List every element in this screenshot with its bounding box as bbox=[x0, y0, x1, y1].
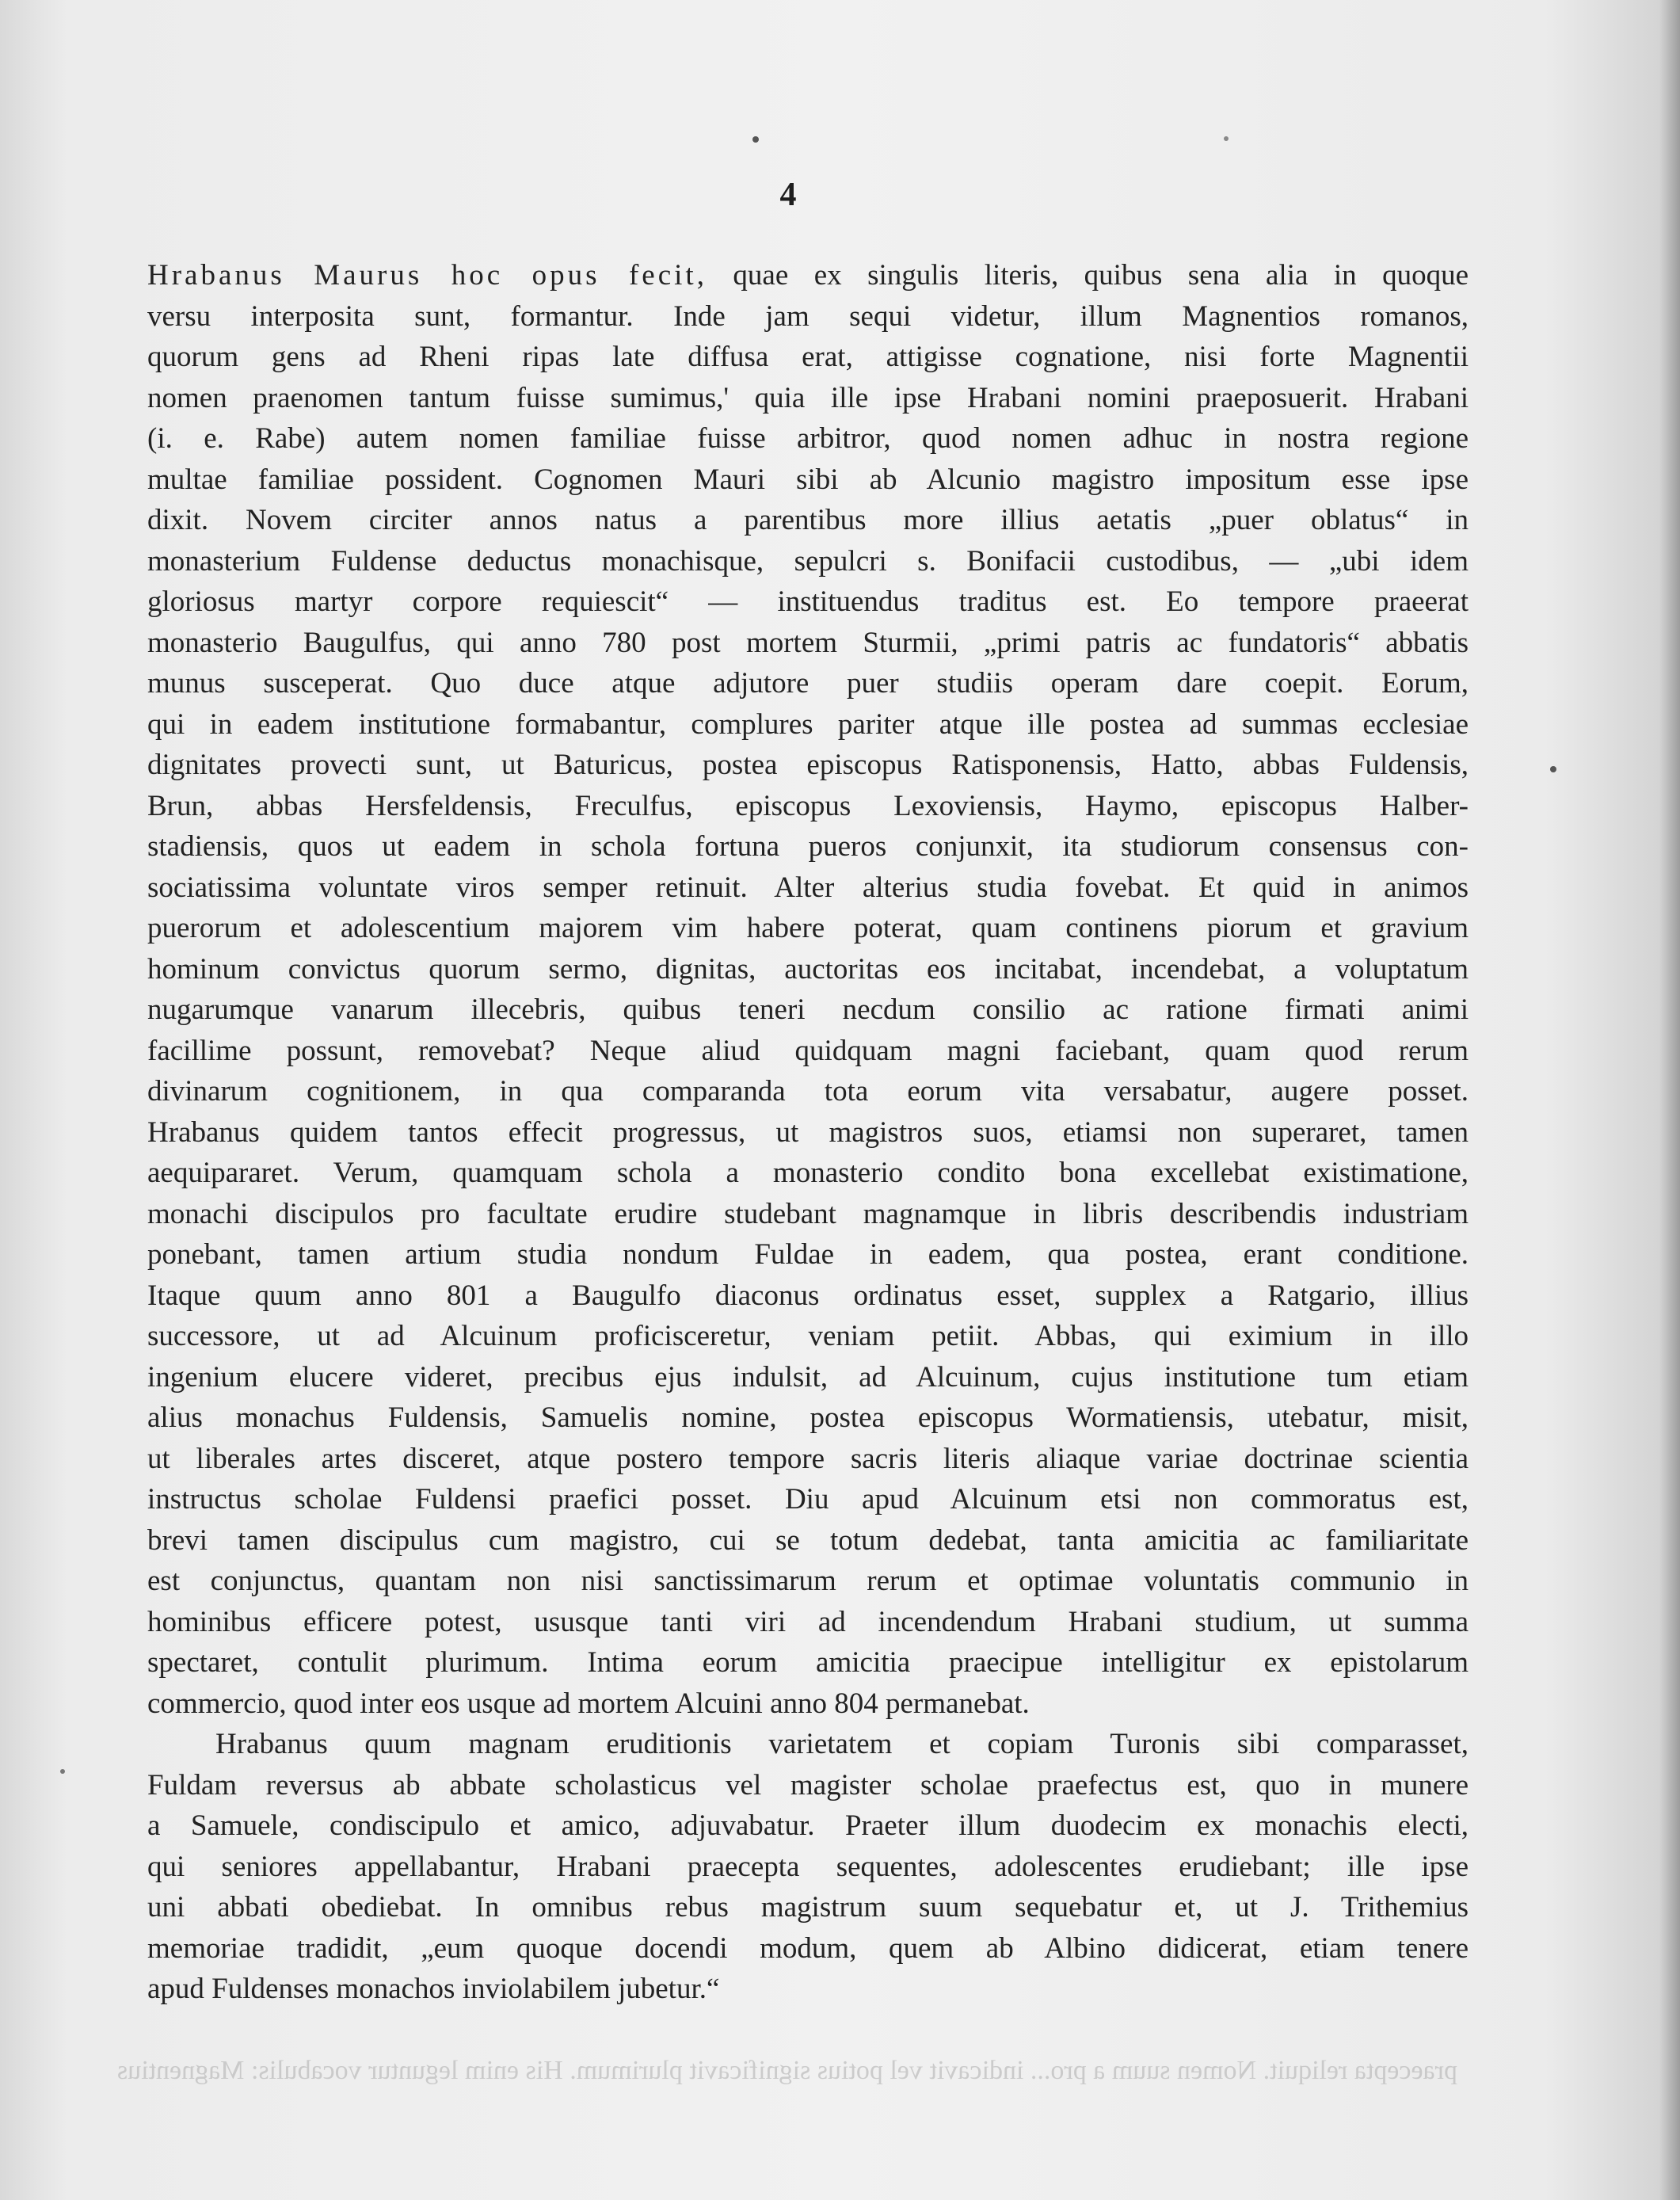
paragraph-2 bbox=[147, 1724, 1469, 2010]
text-line: monachi discipulos pro facultate erudire studebant magnamque in libris describendis industriam bbox=[147, 1197, 1469, 1230]
text-line: Hrabanus quum magnam eruditionis varietatem et copiam Turonis sibi comparasset, bbox=[215, 1728, 1469, 1760]
body-text bbox=[147, 255, 1469, 2010]
print-speck bbox=[60, 1769, 65, 1774]
print-speck bbox=[1224, 136, 1229, 141]
text-line: instructus scholae Fuldensi praefici posset. Diu apud Alcuinum etsi non commoratus est, bbox=[147, 1483, 1469, 1516]
text-line: divinarum cognitionem, in qua comparanda tota eorum vita versabatur, augere posset. bbox=[147, 1075, 1469, 1108]
text-line: qui seniores appellabantur, Hrabani praecepta sequentes, adolescentes erudiebant; ille ipse bbox=[147, 1850, 1469, 1883]
text-line-rest: quae ex singulis literis, quibus sena alia in quoque bbox=[733, 259, 1469, 292]
text-line: sociatissima voluntate viros semper retinuit. Alter alterius studia fovebat. Et quid in animos bbox=[147, 871, 1469, 904]
text-line: alius monachus Fuldensis, Samuelis nomine, postea episcopus Wormatiensis, utebatur, misit, bbox=[147, 1401, 1469, 1434]
text-line: Hrabanus quidem tantos effecit progressus, ut magistros suos, etiamsi non superaret, tamen bbox=[147, 1115, 1469, 1149]
text-line: a Samuele, condiscipulo et amico, adjuvabatur. Praeter illum duodecim ex monachis electi, bbox=[147, 1809, 1469, 1842]
text-line: dixit. Novem circiter annos natus a parentibus more illius aetatis „puer oblatus“ in bbox=[147, 504, 1469, 536]
text-line: aequipararet. Verum, quamquam schola a monasterio condito bona excellebat existimatione, bbox=[147, 1157, 1469, 1189]
text-line: ponebant, tamen artium studia nondum Fuldae in eadem, qua postea, erant conditione. bbox=[147, 1238, 1469, 1271]
text-line: uni abbati obediebat. In omnibus rebus magistrum suum sequebatur et, ut J. Trithemius bbox=[147, 1891, 1469, 1924]
text-line: hominibus efficere potest, ususque tanti viri ad incendendum Hrabani studium, ut summa bbox=[147, 1605, 1469, 1638]
text-line: nomen praenomen tantum fuisse sumimus,' quia ille ipse Hrabani nomini praeposuerit. Hrabani bbox=[147, 381, 1469, 414]
text-line: hominum convictus quorum sermo, dignitas, auctoritas eos incitabat, incendebat, a voluptatum bbox=[147, 952, 1469, 986]
text-line: est conjunctus, quantam non nisi sanctissimarum rerum et optimae voluntatis communio in bbox=[147, 1565, 1469, 1597]
page-number: 4 bbox=[779, 177, 797, 213]
text-line bbox=[147, 255, 1469, 296]
text-line: versu interposita sunt, formantur. Inde jam sequi videtur, illum Magnentios romanos, bbox=[147, 299, 1469, 333]
text-line: dignitates provecti sunt, ut Baturicus, postea episcopus Ratisponensis, Hatto, abbas Fuldensis, bbox=[147, 749, 1469, 781]
print-speck bbox=[1550, 766, 1556, 772]
text-line: monasterio Baugulfus, qui anno 780 post mortem Sturmii, „primi patris ac fundatoris“ abbatis bbox=[147, 626, 1469, 659]
text-line: ut liberales artes disceret, atque postero tempore sacris literis aliaque variae doctrinae scientia bbox=[147, 1442, 1469, 1475]
text-line: memoriae tradidit, „eum quoque docendi modum, quem ab Albino didicerat, etiam tenere bbox=[147, 1931, 1469, 1965]
text-line: facillime possunt, removebat? Neque aliud quidquam magni faciebant, quam quod rerum bbox=[147, 1034, 1469, 1067]
paragraph-1 bbox=[147, 255, 1469, 1724]
text-line: (i. e. Rabe) autem nomen familiae fuisse arbitror, quod nomen adhuc in nostra regione bbox=[147, 422, 1469, 455]
text-line: multae familiae possident. Cognomen Mauri sibi ab Alcunio magistro impositum esse ipse bbox=[147, 463, 1469, 496]
text-line: stadiensis, quos ut eadem in schola fortuna pueros conjunxit, ita studiorum consensus con- bbox=[147, 830, 1469, 863]
text-line: commercio, quod inter eos usque ad mortem Alcuini anno 804 permanebat. bbox=[147, 1687, 1030, 1720]
text-line: Brun, abbas Hersfeldensis, Freculfus, episcopus Lexoviensis, Haymo, episcopus Halber- bbox=[147, 789, 1469, 822]
text-line: successore, ut ad Alcuinum proficisceretur, veniam petiit. Abbas, qui eximium in illo bbox=[147, 1320, 1469, 1352]
text-line: quorum gens ad Rheni ripas late diffusa erat, attigisse cognatione, nisi forte Magnentii bbox=[147, 341, 1469, 373]
text-line: Itaque quum anno 801 a Baugulfo diaconus ordinatus esset, supplex a Ratgario, illius bbox=[147, 1279, 1469, 1312]
print-speck bbox=[752, 136, 759, 143]
text-line: spectaret, contulit plurimum. Intima eorum amicitia praecipue intelligitur ex epistolarum bbox=[147, 1646, 1469, 1679]
text-line: puerorum et adolescentium majorem vim habere poterat, quam continens piorum et gravium bbox=[147, 912, 1469, 944]
text-line: gloriosus martyr corpore requiescit“ — instituendus traditus est. Eo tempore praeerat bbox=[147, 585, 1469, 618]
text-line: nugarumque vanarum illecebris, quibus teneri necdum consilio ac ratione firmati animi bbox=[147, 993, 1469, 1026]
text-line: apud Fuldenses monachos inviolabilem jubetur.“ bbox=[147, 1973, 720, 2005]
text-line: ingenium elucere videret, precibus ejus indulsit, ad Alcuinum, cujus institutione tum etiam bbox=[147, 1360, 1469, 1394]
spaced-phrase: Hrabanus Maurus hoc opus fecit, bbox=[147, 259, 707, 292]
text-line: qui in eadem institutione formabantur, complures pariter atque ille postea ad summas ecclesiae bbox=[147, 707, 1469, 741]
text-line: Fuldam reversus ab abbate scholasticus vel magister scholae praefectus est, quo in munere bbox=[147, 1768, 1469, 1802]
text-line: monasterium Fuldense deductus monachisque, sepulcri s. Bonifacii custodibus, — „ubi idem bbox=[147, 544, 1469, 578]
bleed-through-text: praecepta reliquit. Nomen suum a pro... indicavit vel potius significavit plurimum. His enim leguntur vocabulis: Magnentius bbox=[116, 2056, 1457, 2085]
text-line: brevi tamen discipulus cum magistro, cui se totum dedebat, tanta amicitia ac familiaritate bbox=[147, 1523, 1469, 1557]
text-line: munus susceperat. Quo duce atque adjutore puer studiis operam dare coepit. Eorum, bbox=[147, 667, 1469, 700]
